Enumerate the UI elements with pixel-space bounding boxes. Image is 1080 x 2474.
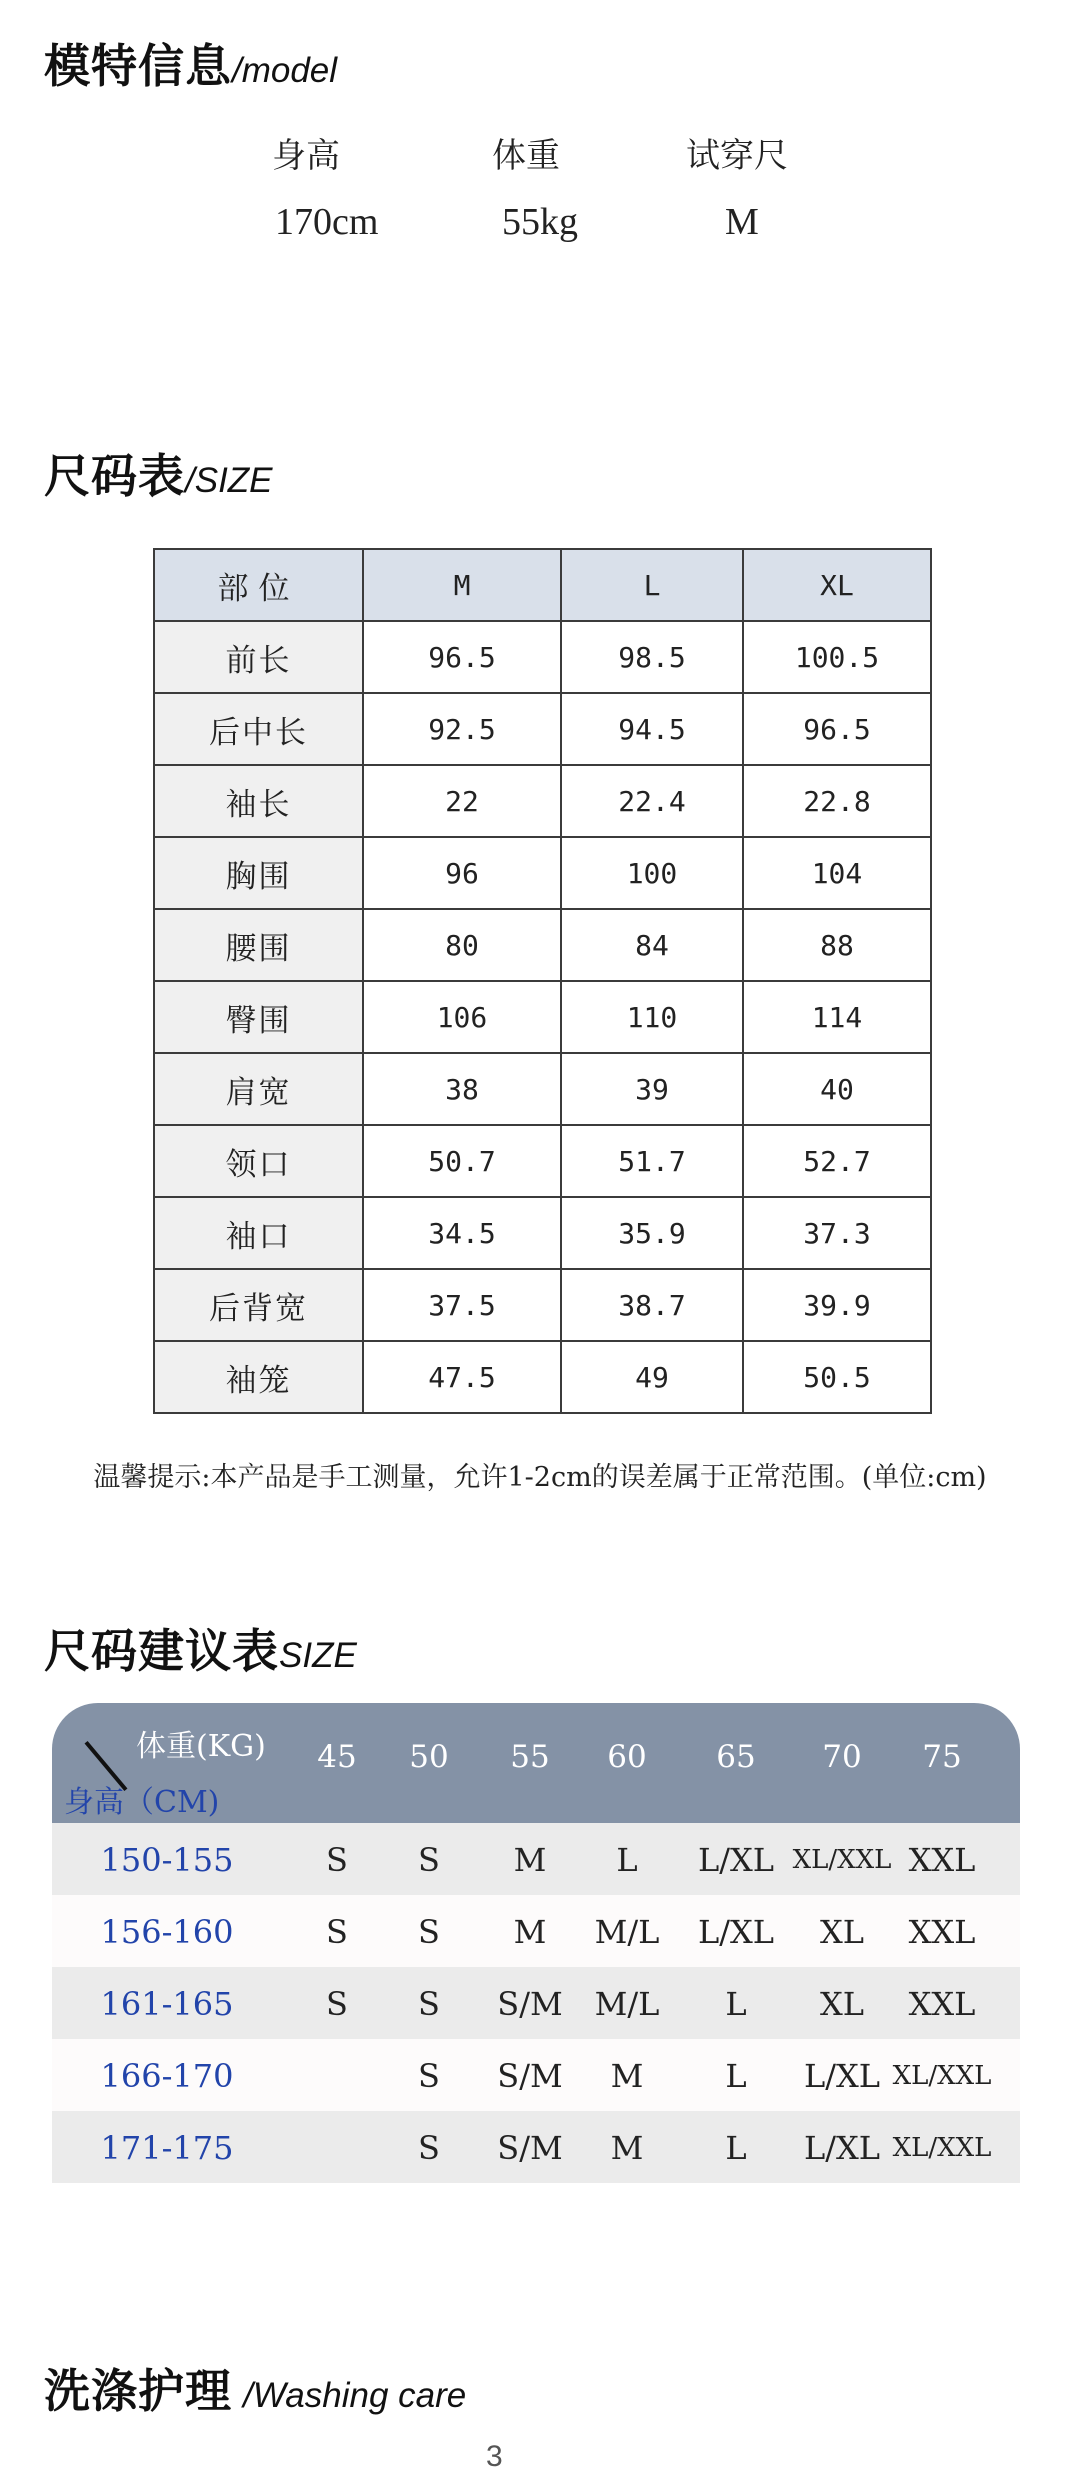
- weight-column-header: 70: [822, 1739, 862, 1775]
- measurement-note: 温馨提示:本产品是手工测量，允许1-2cm的误差属于正常范围。(单位:cm): [93, 1462, 987, 1493]
- size-row-part: 腰围: [154, 909, 363, 981]
- size-table-row: [154, 765, 931, 837]
- size-row-value: 96: [363, 837, 561, 909]
- weight-axis-label: 体重(KG): [136, 1729, 266, 1764]
- recommended-size: XL/XXL: [892, 2061, 992, 2091]
- recommended-size: XL/XXL: [892, 2133, 992, 2163]
- recommended-size: S/M: [497, 1985, 563, 2023]
- recommended-size: XL: [819, 1913, 865, 1951]
- weight-column-header: 75: [922, 1739, 962, 1775]
- recommended-size: M: [513, 1913, 547, 1951]
- recommended-size: L/XL: [803, 2129, 881, 2167]
- size-row-value: 80: [363, 909, 561, 981]
- size-row-value: 88: [743, 909, 931, 981]
- recommended-size: XL/XXL: [792, 1845, 892, 1875]
- height-range: 171-175: [100, 2129, 234, 2167]
- height-range: 166-170: [100, 2057, 234, 2095]
- size-row-value: 50.5: [743, 1341, 931, 1413]
- recommended-size: S: [418, 2057, 440, 2095]
- size-row-value: 96.5: [743, 693, 931, 765]
- size-row-value: 84: [561, 909, 743, 981]
- recommended-size: M: [513, 1841, 547, 1879]
- size-row-value: 22: [363, 765, 561, 837]
- weight-column-header: 55: [510, 1739, 550, 1775]
- size-row-part: 肩宽: [154, 1053, 363, 1125]
- size-row-value: 96.5: [363, 621, 561, 693]
- size-row-value: 22.4: [561, 765, 743, 837]
- recommended-size: S: [326, 1913, 348, 1951]
- header-size-xl: XL: [743, 549, 931, 621]
- size-row-value: 39.9: [743, 1269, 931, 1341]
- model-weight-value: 55kg: [502, 201, 578, 243]
- recommended-size: S: [326, 1841, 348, 1879]
- recommended-size: S: [418, 1985, 440, 2023]
- size-table-row: [154, 1125, 931, 1197]
- size-table-row: [154, 837, 931, 909]
- recommended-size: XXL: [908, 1841, 976, 1879]
- washing-title-zh: 洗涤护理: [44, 2364, 232, 2418]
- model-weight-label: 体重: [492, 136, 560, 176]
- header-part: 部位: [154, 549, 363, 621]
- recommend-row: [52, 2111, 1020, 2183]
- model-title-zh: 模特信息: [44, 39, 232, 93]
- weight-column-header: 60: [607, 1739, 647, 1775]
- weight-column-header: 65: [716, 1739, 756, 1775]
- weight-column-header: 50: [409, 1739, 449, 1775]
- model-height-label: 身高: [272, 136, 340, 176]
- size-row-value: 104: [743, 837, 931, 909]
- size-table: [153, 548, 932, 1414]
- size-table-row: [154, 909, 931, 981]
- size-row-value: 22.8: [743, 765, 931, 837]
- size-row-part: 领口: [154, 1125, 363, 1197]
- size-table-row: [154, 621, 931, 693]
- recommended-size: L/XL: [803, 2057, 881, 2095]
- recommend-body: [52, 1823, 1020, 2183]
- recommended-size: S: [418, 2129, 440, 2167]
- size-table-row: [154, 1197, 931, 1269]
- recommend-row: [52, 1967, 1020, 2039]
- recommended-size: L: [616, 1841, 638, 1879]
- size-row-part: 后背宽: [154, 1269, 363, 1341]
- size-table-row: [154, 1341, 931, 1413]
- recommended-size: L: [725, 2057, 747, 2095]
- size-row-part: 胸围: [154, 837, 363, 909]
- size-row-value: 37.3: [743, 1197, 931, 1269]
- recommended-size: S: [418, 1913, 440, 1951]
- recommended-size: S: [326, 1985, 348, 2023]
- size-row-value: 35.9: [561, 1197, 743, 1269]
- recommend-header: [52, 1703, 1020, 1823]
- size-row-value: 114: [743, 981, 931, 1053]
- model-size-value: M: [725, 201, 759, 243]
- recommended-size: XL: [819, 1985, 865, 2023]
- size-row-value: 52.7: [743, 1125, 931, 1197]
- size-table-row: [154, 693, 931, 765]
- model-size-label: 试穿尺: [686, 136, 788, 176]
- size-row-value: 39: [561, 1053, 743, 1125]
- size-table-body: [154, 621, 931, 1413]
- height-axis-label: 身高（CM): [64, 1785, 220, 1820]
- recommend-section-title: [44, 1615, 357, 1681]
- size-table-row: [154, 981, 931, 1053]
- recommend-row: [52, 2039, 1020, 2111]
- size-section-title: [44, 440, 273, 506]
- model-title-en: /model: [232, 51, 338, 90]
- size-title-zh: 尺码表: [44, 449, 185, 503]
- header-size-m: M: [363, 549, 561, 621]
- size-row-part: 袖口: [154, 1197, 363, 1269]
- recommended-size: L: [725, 1985, 747, 2023]
- size-row-value: 38: [363, 1053, 561, 1125]
- size-row-value: 40: [743, 1053, 931, 1125]
- size-row-value: 51.7: [561, 1125, 743, 1197]
- size-table-row: [154, 1053, 931, 1125]
- size-row-part: 袖笼: [154, 1341, 363, 1413]
- height-range: 161-165: [100, 1985, 234, 2023]
- recommended-size: L/XL: [697, 1841, 775, 1879]
- size-row-value: 37.5: [363, 1269, 561, 1341]
- size-row-value: 49: [561, 1341, 743, 1413]
- page-number: 3: [486, 2440, 503, 2473]
- size-row-value: 94.5: [561, 693, 743, 765]
- size-recommend-table: [52, 1703, 1020, 2183]
- washing-title-en: /Washing care: [243, 2376, 467, 2415]
- size-row-part: 前长: [154, 621, 363, 693]
- size-row-value: 100: [561, 837, 743, 909]
- size-row-value: 47.5: [363, 1341, 561, 1413]
- recommend-title-en: SIZE: [279, 1636, 357, 1675]
- size-row-value: 50.7: [363, 1125, 561, 1197]
- recommended-size: L: [725, 2129, 747, 2167]
- height-range: 150-155: [100, 1841, 234, 1879]
- weight-column-header: 45: [317, 1739, 357, 1775]
- size-table-row: [154, 1269, 931, 1341]
- size-row-value: 98.5: [561, 621, 743, 693]
- recommend-row: [52, 1823, 1020, 1895]
- model-section-title: [44, 30, 337, 96]
- size-row-value: 34.5: [363, 1197, 561, 1269]
- size-table-header-row: [154, 549, 931, 621]
- size-row-value: 100.5: [743, 621, 931, 693]
- recommended-size: M: [610, 2129, 644, 2167]
- size-row-part: 后中长: [154, 693, 363, 765]
- size-row-value: 110: [561, 981, 743, 1053]
- size-row-value: 92.5: [363, 693, 561, 765]
- size-row-value: 38.7: [561, 1269, 743, 1341]
- model-height-value: 170cm: [275, 201, 379, 243]
- recommend-title-zh: 尺码建议表: [44, 1624, 279, 1678]
- recommended-size: S/M: [497, 2129, 563, 2167]
- recommended-size: L/XL: [697, 1913, 775, 1951]
- size-title-en: /SIZE: [185, 461, 273, 500]
- size-row-value: 106: [363, 981, 561, 1053]
- recommended-size: XXL: [908, 1913, 976, 1951]
- header-size-l: L: [561, 549, 743, 621]
- recommended-size: M/L: [594, 1913, 660, 1951]
- height-range: 156-160: [100, 1913, 234, 1951]
- recommended-size: M/L: [594, 1985, 660, 2023]
- recommended-size: S: [418, 1841, 440, 1879]
- recommended-size: S/M: [497, 2057, 563, 2095]
- washing-section-title: [44, 2355, 466, 2421]
- size-row-part: 袖长: [154, 765, 363, 837]
- recommend-row: [52, 1895, 1020, 1967]
- size-row-part: 臀围: [154, 981, 363, 1053]
- recommended-size: M: [610, 2057, 644, 2095]
- recommended-size: XXL: [908, 1985, 976, 2023]
